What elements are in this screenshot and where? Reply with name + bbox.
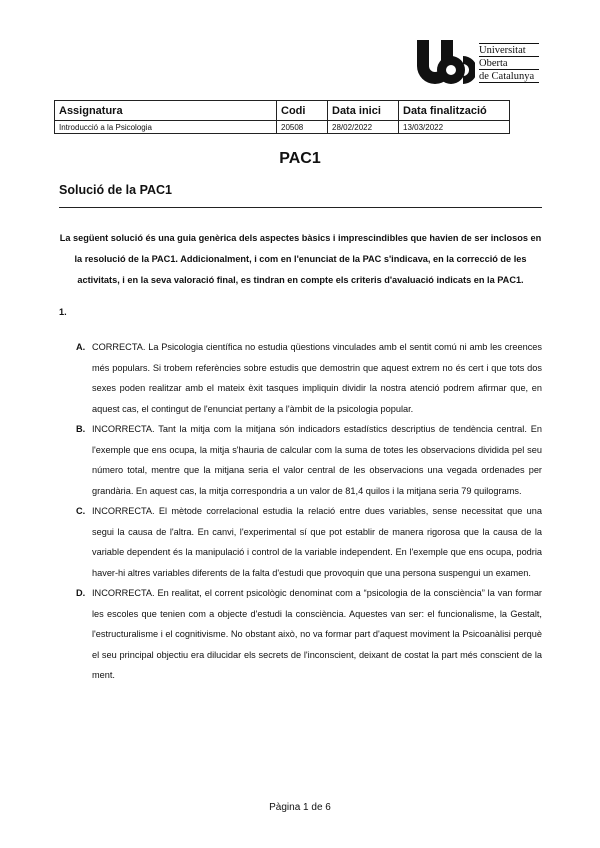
logo-line-1: Universitat [479, 45, 526, 56]
answer-text: CORRECTA. La Psicologia científica no estudia qüestions vinculades amb el sentit comú ni amb les creences més populars. Si trobem referències sobre estudis que demostrin que aquest extrem no és cert i que tots dos sexes poden realitzar amb el mateix èxit tasques impliquin dividir la nostra atenció podrem afirmar que, en aquest cas, el contingut de l'enunciat pertany a l'àmbit de la psicologia popular. [92, 342, 542, 414]
answer-letter: D. [76, 588, 86, 598]
intro-paragraph: La següent solució és una guia genèrica dels aspectes bàsics i imprescindibles que havien de ser inclosos en la resolució de la PAC1. Addicionalment, i com en l'enunciat de la PAC s'indicava, en la correcció de les activitats, i en la seva valoració final, es tindran en compte els criteris d'avaluació indicats en la PAC1. [59, 233, 542, 285]
logo-line-2: Oberta [479, 58, 508, 69]
answer-letter: A. [76, 342, 86, 352]
value-end-date: 13/03/2022 [399, 121, 510, 134]
answer-item-a [76, 337, 542, 419]
answer-item-b [76, 419, 542, 501]
header-end-date: Data finalització [399, 101, 510, 121]
uoc-logo-mark [417, 40, 475, 86]
value-subject: Introducció a la Psicologia [55, 121, 277, 134]
answer-letter: B. [76, 424, 86, 434]
uoc-logo [417, 40, 542, 86]
section-title: Solució de la PAC1 [59, 183, 172, 197]
answer-text: INCORRECTA. Tant la mitja com la mitjana són indicadors estadístics descriptius de tendència central. En l'exemple que ens ocupa, la mitja s'hauria de calcular com la suma de totes les observacions dividida pel seu número total, mentre que la mitjana seria el valor central de les observacions una vegada ordenades per grandària. En aquest cas, la mitja correspondria a un valor de 81,4 quilos i la mitjana seria 79 quilograms. [92, 424, 542, 496]
answer-text: INCORRECTA. En realitat, el corrent psicològic denominat com a “psicologia de la consciència” la van formar les escoles que tenien com a objecte d'estudi la consciència. Aquestes van ser: el funcionalisme, la Gestalt, l'estructuralisme i el cognitivisme. No obstant això, no va formar part d'aquest moviment la Psicoanàlisi perquè el seu principal objectiu era dilucidar els secrets de l'inconscient, deixant de costat la part més conscient de la ment. [92, 588, 542, 680]
uoc-logo-wordmark [479, 43, 539, 84]
header-start-date: Data inici [328, 101, 399, 121]
logo-line-3: de Catalunya [479, 71, 535, 82]
document-title: PAC1 [279, 150, 321, 167]
answer-text: INCORRECTA. El mètode correlacional estudia la relació entre dues variables, sense necessitat que una segui la causa de l'altra. En canvi, l'experimental sí que pot establir de manera rigorosa que la causa de la variable dependent és la manipulació i control de la variable independent. En l'exemple que ens ocupa, podria haver-hi altres variables diferents de la falta d'estudi que provoquin que una persona suspengui un examen. [92, 506, 542, 578]
answer-item-d [76, 583, 542, 686]
answer-item-c [76, 501, 542, 583]
answer-list [76, 337, 542, 686]
section-divider [59, 207, 542, 208]
header-code: Codi [277, 101, 328, 121]
course-info-header-row [55, 101, 510, 121]
header-subject: Assignatura [55, 101, 277, 121]
page-footer: Pàgina 1 de 6 [269, 802, 331, 813]
course-info-value-row [55, 121, 510, 134]
answer-letter: C. [76, 506, 86, 516]
question-number: 1. [59, 307, 67, 317]
value-code: 20508 [277, 121, 328, 134]
course-info-table [54, 100, 510, 134]
value-start-date: 28/02/2022 [328, 121, 399, 134]
